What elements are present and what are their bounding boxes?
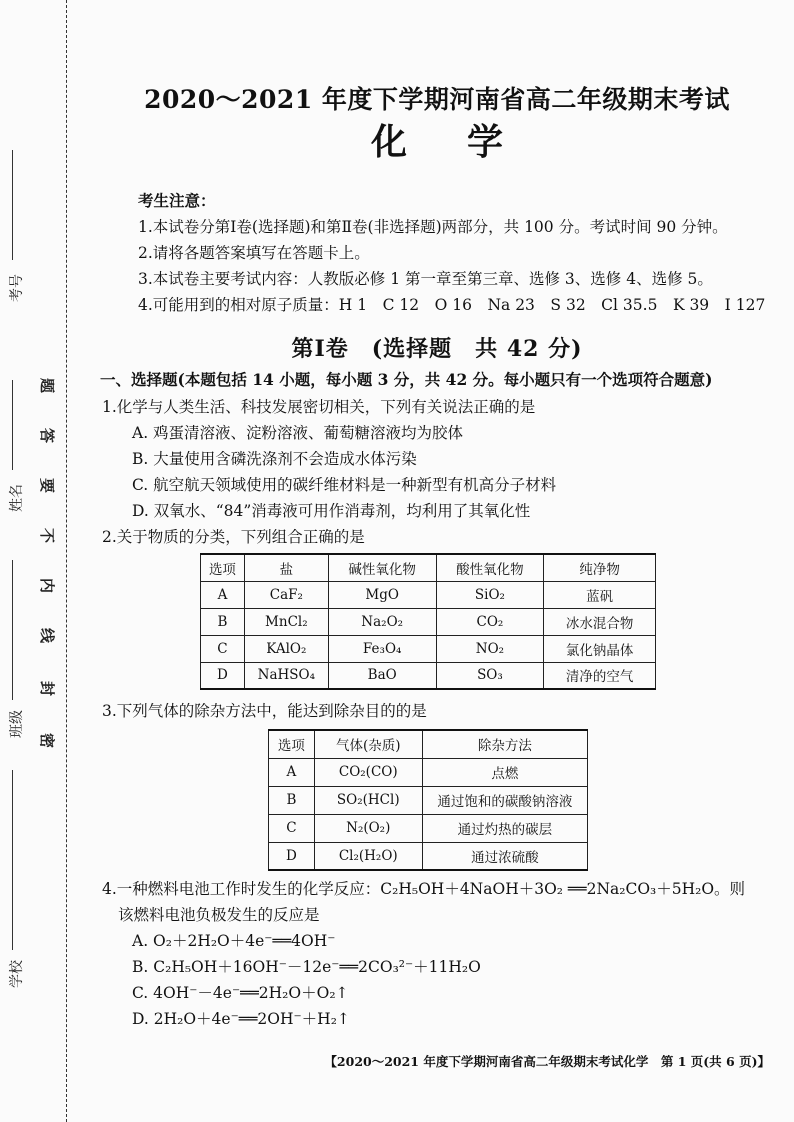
seal-char: 封: [38, 680, 57, 697]
table-cell: B: [201, 608, 245, 635]
option-c: C. 航空航天领域使用的碳纤维材料是一种新型有机高分子材料: [132, 476, 557, 494]
table-cell: 冰水混合物: [544, 608, 656, 635]
table-cell: D: [269, 842, 315, 870]
name-label: 姓名: [9, 484, 25, 512]
table-cell: MnCl₂: [244, 608, 328, 635]
table-cell: 通过灼热的碳层: [422, 814, 587, 842]
table-cell: 氯化钠晶体: [544, 635, 656, 662]
binding-margin: [0, 0, 80, 1122]
exam-no-underline: [12, 150, 13, 260]
table-cell: CO₂(CO): [314, 758, 422, 786]
notice-item: 2.请将各题答案填写在答题卡上。: [138, 244, 370, 262]
seal-char: 要: [38, 477, 57, 494]
question-1: [102, 394, 792, 524]
table-header: 选项: [201, 554, 245, 581]
table-header-row: [201, 554, 656, 581]
table-cell: CO₂: [436, 608, 544, 635]
table-row: [269, 814, 588, 842]
notice-heading: 考生注意：: [138, 191, 216, 210]
table-cell: NO₂: [436, 635, 544, 662]
notice-item: 1.本试卷分第Ⅰ卷(选择题)和第Ⅱ卷(非选择题)两部分，共 100 分。考试时间 90 分钟。: [138, 218, 728, 236]
seal-char: 内: [38, 577, 57, 594]
purification-table: [268, 729, 588, 871]
exam-no-label: 考号: [9, 274, 25, 302]
table-cell: 通过浓硫酸: [422, 842, 587, 870]
notice-item: 3.本试卷主要考试内容：人教版必修 1 第一章至第三章、选修 3、选修 4、选修 5。: [138, 270, 713, 288]
seal-line: [66, 0, 67, 1122]
seal-char: 不: [38, 527, 57, 544]
subject-title: 化学: [370, 121, 563, 163]
table-cell: Fe₃O₄: [328, 635, 436, 662]
table-cell: 清净的空气: [544, 662, 656, 689]
table-row: [269, 758, 588, 786]
option-a: A. O₂＋2H₂O＋4e⁻══4OH⁻: [132, 932, 336, 950]
table-header: 选项: [269, 730, 315, 758]
table-row: [201, 635, 656, 662]
name-underline: [12, 380, 13, 470]
option-b: B. 大量使用含磷洗涤剂不会造成水体污染: [132, 450, 417, 468]
table-cell: C: [269, 814, 315, 842]
seal-char: 题: [38, 377, 57, 394]
option-b: B. C₂H₅OH＋16OH⁻－12e⁻══2CO₃²⁻＋11H₂O: [132, 958, 481, 976]
table-row: [269, 842, 588, 870]
option-c: C. 4OH⁻－4e⁻══2H₂O＋O₂↑: [132, 984, 349, 1002]
seal-char: 密: [38, 732, 57, 749]
school-label: 学校: [9, 960, 25, 988]
table-row: [201, 608, 656, 635]
option-d: D. 双氧水、“84”消毒液可用作消毒剂，均利用了其氧化性: [132, 502, 531, 520]
table-cell: KAlO₂: [244, 635, 328, 662]
table-cell: Na₂O₂: [328, 608, 436, 635]
table-cell: 通过饱和的碳酸钠溶液: [422, 786, 587, 814]
table-header: 除杂方法: [422, 730, 587, 758]
table-cell: BaO: [328, 662, 436, 689]
table-row: [269, 786, 588, 814]
class-underline: [12, 560, 13, 700]
classification-table: [200, 553, 656, 690]
table-cell: A: [269, 758, 315, 786]
table-cell: 点燃: [422, 758, 587, 786]
school-underline: [12, 770, 13, 950]
table-cell: SO₂(HCl): [314, 786, 422, 814]
table-cell: SiO₂: [436, 581, 544, 608]
table-cell: CaF₂: [244, 581, 328, 608]
question-3-stem: 3.下列气体的除杂方法中，能达到除杂目的的是: [102, 702, 427, 720]
table-cell: SO₃: [436, 662, 544, 689]
question-4: [102, 876, 792, 1032]
table-cell: D: [201, 662, 245, 689]
question-2-stem: 2.关于物质的分类，下列组合正确的是: [102, 528, 365, 546]
table-header: 酸性氧化物: [436, 554, 544, 581]
table-header: 盐: [244, 554, 328, 581]
table-header: 纯净物: [544, 554, 656, 581]
question-stem: 4.一种燃料电池工作时发生的化学反应：C₂H₅OH＋4NaOH＋3O₂ ══2Na₂CO₃＋5H₂O。则: [102, 880, 746, 898]
candidate-notice: [138, 188, 778, 318]
seal-char: 线: [38, 627, 57, 644]
table-header-row: [269, 730, 588, 758]
class-label: 班级: [9, 710, 25, 738]
page-footer: 【2020～2021 年度下学期河南省高二年级期末考试化学 第 1 页(共 6 页)】: [324, 1054, 770, 1069]
table-cell: A: [201, 581, 245, 608]
option-d: D. 2H₂O＋4e⁻══2OH⁻＋H₂↑: [132, 1010, 350, 1028]
table-cell: B: [269, 786, 315, 814]
exam-title: 2020～2021 年度下学期河南省高二年级期末考试: [144, 85, 730, 114]
seal-char: 答: [38, 427, 57, 444]
question-stem: 1.化学与人类生活、科技发展密切相关，下列有关说法正确的是: [102, 398, 536, 416]
section-description: 一、选择题(本题包括 14 小题，每小题 3 分，共 42 分。每小题只有一个选项符合题意): [100, 370, 713, 389]
table-cell: C: [201, 635, 245, 662]
option-a: A. 鸡蛋清溶液、淀粉溶液、葡萄糖溶液均为胶体: [132, 424, 464, 442]
table-row: [201, 662, 656, 689]
question-stem-continued: 该燃料电池负极发生的反应是: [118, 906, 320, 924]
table-cell: Cl₂(H₂O): [314, 842, 422, 870]
table-row: [201, 581, 656, 608]
table-cell: N₂(O₂): [314, 814, 422, 842]
table-cell: NaHSO₄: [244, 662, 328, 689]
table-header: 碱性氧化物: [328, 554, 436, 581]
table-cell: MgO: [328, 581, 436, 608]
table-header: 气体(杂质): [314, 730, 422, 758]
table-cell: 蓝矾: [544, 581, 656, 608]
notice-item: 4.可能用到的相对原子质量：H 1 C 12 O 16 Na 23 S 32 Cl 35.5 K 39 I 127: [138, 296, 766, 314]
section-title: 第Ⅰ卷 (选择题 共 42 分): [291, 336, 583, 362]
